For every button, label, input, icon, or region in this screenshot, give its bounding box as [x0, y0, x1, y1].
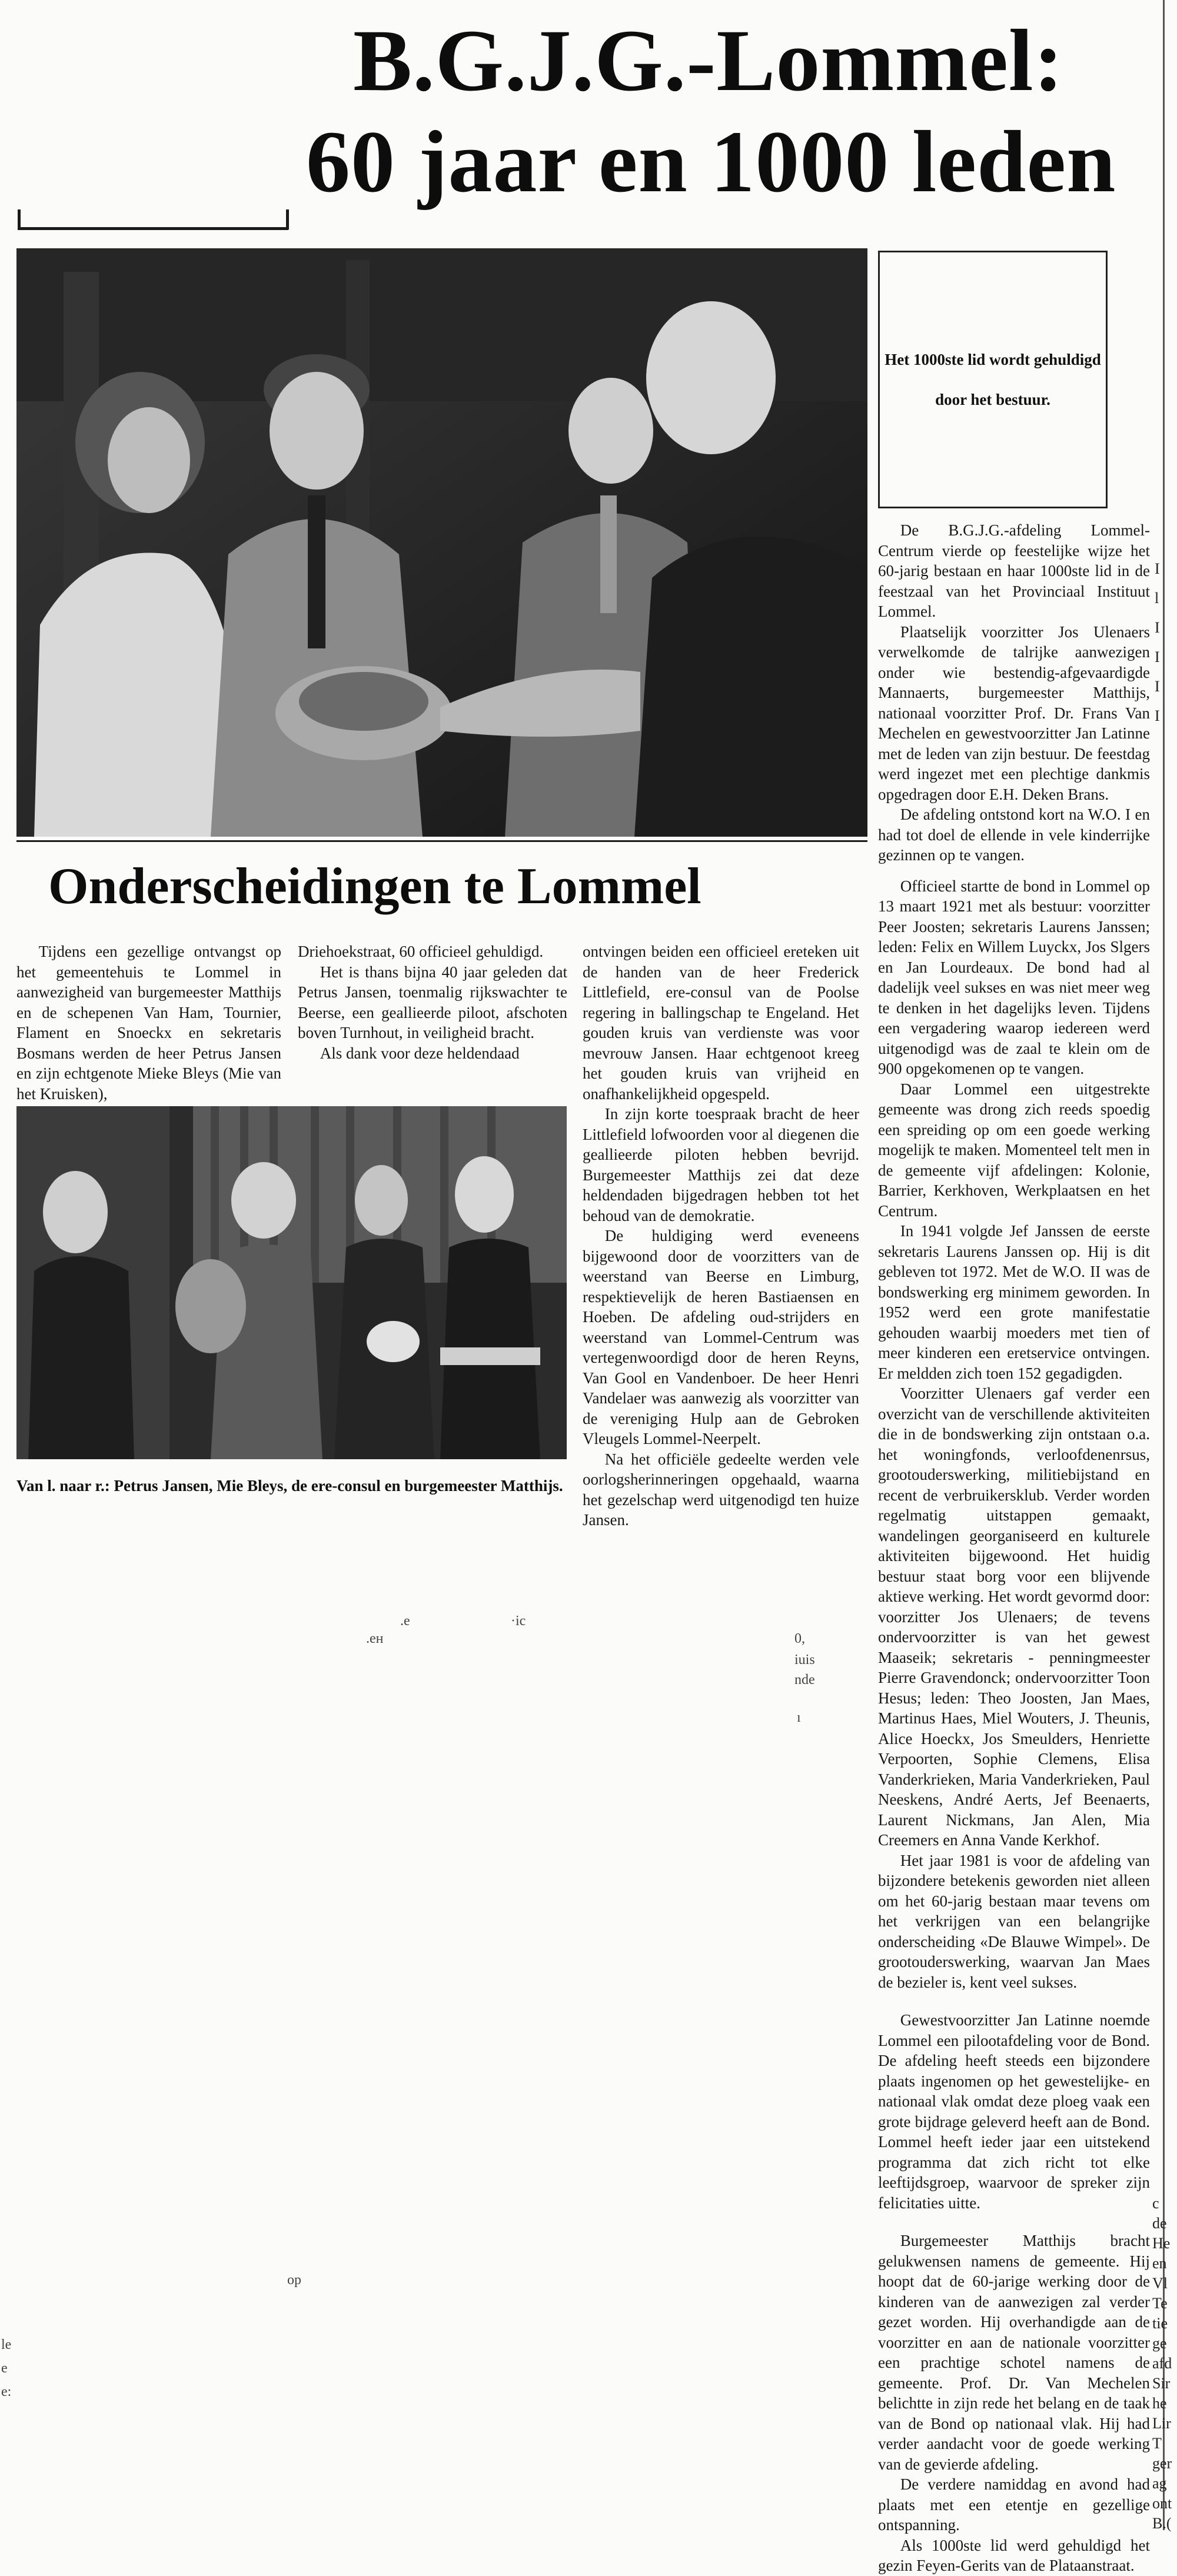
right-edge-fragment: ger [1152, 2455, 1172, 2472]
paragraph: In 1941 volgde Jef Janssen de eerste sekretaris Laurens Janssen op. Hij is dit gebleven tot 1972. Met de W.O. II was de bondswerking erg minimem geworden. In 1952 werd een grote manifestatie gehouden waarbij moeders met tien of meer kinderen een eretservice ontvingen. Er meldden zich toen 152 gegadigden. [878, 1222, 1150, 1382]
photo-caption-line1: Het 1000ste lid wordt gehuldigd [885, 351, 1101, 368]
right-edge-fragment: Sir [1152, 2375, 1171, 2392]
paragraph: De afdeling ontstond kort na W.O. I en had tot doel de ellende in vele kinderrijke gezinnen op te vangen. [878, 806, 1150, 864]
right-edge-fragment: Vl [1152, 2275, 1168, 2292]
paragraph: Als 1000ste lid werd gehuldigd het gezin Feyen-Gerits van de Plataanstraat. [878, 2536, 1150, 2574]
paragraph: Daar Lommel een uitgestrekte gemeente was drong zich reeds spoedig een spreiding op om een goede werking mogelijk te maken. Momenteel telt men in de gemeente vijf afdelingen: Kolonie, Barrier, Kerkhoven, Werkplaatsen en het Centrum. [878, 1080, 1150, 1220]
right-edge-fragment: Lir [1152, 2415, 1171, 2432]
second-article-col2 [298, 941, 567, 1063]
right-edge-fragment: I [1155, 707, 1160, 724]
text-fragment: op [287, 2272, 301, 2288]
right-edge-bottom-column [1152, 2194, 1177, 2534]
main-headline-line2: 60 jaar en 1000 leden [306, 113, 1116, 211]
paragraph: Driehoekstraat, 60 officieel gehuldigd. [298, 943, 544, 960]
right-edge-fragment: tie [1152, 2315, 1168, 2332]
paragraph: Gewestvoorzitter Jan Latinne noemde Lommel een pilootafdeling voor de Bond. De afdeling heeft steeds een bijzondere plaats ingenomen op het gewestelijke- en nationaal vlak omdat deze ploeg vaak een grote bijdrage geleverd heeft aan de Bond. Lommel heeft ieder jaar een uitstekend programma dat zich richt tot elke leeftijdsgroep, waarvoor de spreker zijn felicitaties uitte. [878, 2011, 1150, 2212]
right-edge-fragment: I [1155, 678, 1160, 695]
second-article-col1 [16, 941, 281, 1104]
text-fragment: ı [797, 1710, 801, 1725]
paragraph: Voorzitter Ulenaers gaf verder een overzicht van de verschillende aktiviteiten die in de bondswerking zijn ontstaan o.a. het woningfonds, verloofdenenrsus, grootouderswerking, militiebijstand en recent de verbruikersklub. Verder worden regelmatig uitstappen gemaakt, wandelingen georganiseerd en kulturele aktiviteiten bijgewoond. Het huidig bestuur staat borg voor een blijvende aktieve werking. Het wordt gevormd door: voorzitter Jos Ulenaers; de tevens ondervoorzitter is van het gewest Maaseik; sekretaris - penningmeester Pierre Gravendonck; ondervoorzitter Toon Hesus; leden: Theo Joosten, Jan Maes, Martinus Haes, Miel Wouters, J. Theunis, Alice Hoeckx, Jos Smeulders, Henriette Verpoorten, Sophie Clemens, Elisa Vanderkrieken, Maria Vanderkrieken, Paul Neeskens, André Aerts, Jef Beenaerts, Laurent Nickmans, Jan Alen, Mia Creemers en Anna Vande Kerkhof. [878, 1384, 1150, 1849]
right-edge-fragment: en [1152, 2255, 1167, 2272]
main-article-column [878, 520, 1150, 2576]
second-photo-image [16, 1106, 567, 1459]
right-edge-fragment: He [1152, 2235, 1171, 2252]
main-headline-line1: B.G.J.G.-Lommel: [353, 12, 1064, 109]
right-edge-fragment: c [1152, 2195, 1159, 2212]
photo-caption-line2: door het bestuur. [935, 391, 1050, 408]
corner-mark [286, 209, 289, 229]
main-photo [16, 248, 867, 837]
right-edge-fragment: I [1155, 619, 1160, 636]
right-edge-fragment: Te [1152, 2295, 1168, 2312]
second-photo-caption: Van l. naar r.: Petrus Jansen, Mie Bleys, de ere-consul en burgemeester Matthijs. [16, 1477, 563, 1495]
paragraph: Het is thans bijna 40 jaar geleden dat Petrus Jansen, toenmalig rijkswachter te Beerse, een geallieerde piloot, afschoten boven Turnhout, in veiligheid bracht. [298, 963, 567, 1041]
right-edge-fragment: I [1155, 648, 1160, 665]
top-rule [18, 227, 288, 230]
paragraph: De B.G.J.G.-afdeling Lommel-Centrum vierde op feestelijke wijze het 60-jarig bestaan en haar 1000ste lid in de feestzaal van het Provinciaal Instituut Lommel. [878, 521, 1150, 620]
text-fragment: iuis [794, 1652, 815, 1668]
right-edge-fragment: l [1155, 590, 1159, 607]
paragraph: De huldiging werd eveneens bijgewoond door de voorzitters van de weerstand van Beerse en Limburg, respektievelijk de heren Bastiaensen en Hoeben. De afdeling oud-strijders en weerstand van Lommel-Centrum was vertegenwoordigd door de heren Reyns, Van Gool en Vandenboer. De heer Henri Vandelaer was aanwezig als voorzitter van de vereniging Hulp aan de Gebroken Vleugels Lommel-Neerpelt. [583, 1227, 859, 1447]
text-fragment: nde [794, 1672, 815, 1688]
right-edge-fragment: ge [1152, 2335, 1167, 2352]
text-fragment: .e [400, 1613, 410, 1629]
paragraph: Officieel startte de bond in Lommel op 13 maart 1921 met als bestuur: voorzitter Peer Joosten; sekretaris Laurens Janssen; leden: Felix en Willem Luyckx, Jos Slgers en Jan Lourdeaux. De bond had al dadelijk veel sukses en was niet meer weg te denken in het dagelijks leven. Tijdens een vergadering waarop iedereen werd uitgenodigd was de zaal te klein om de 900 opgekomenen op te vangen. [878, 877, 1150, 1077]
paragraph: De verdere namiddag en avond had plaats met een etentje en gezellige ontspanning. [878, 2475, 1150, 2534]
left-edge-fragment: e: [1, 2384, 12, 2399]
paragraph: ontvingen beiden een officieel ereteken uit de handen van de heer Frederick Littlefield, ere-consul van de Poolse regering in ballingschap te Engeland. Het gouden kruis van verdienste was voor mevrouw Jansen. Haar echtgenoot kreeg het gouden kruis van vrijheid en onafhankelijkheid opgespeld. [583, 943, 859, 1103]
right-edge-fragment: I [1155, 560, 1160, 577]
right-edge-rule [1163, 0, 1165, 2530]
right-edge-fragment: he [1152, 2395, 1167, 2412]
right-edge-fragment: ont [1152, 2495, 1172, 2512]
second-photo [16, 1106, 567, 1459]
left-edge-fragment: le [1, 2337, 12, 2352]
text-fragment: ·ic [511, 1613, 526, 1629]
second-headline: Onderscheidingen te Lommel [48, 858, 701, 915]
second-article-col3 [583, 941, 859, 1530]
paragraph: Tijdens een gezellige ontvangst op het gemeentehuis te Lommel in aanwezigheid van burgemeester Matthijs en de schepenen Van Ham, Tournier, Flament en Snoeckx en sekretaris Bosmans werden de heer Petrus Jansen en zijn echtgenote Mieke Bleys (Mie van het Kruisken), [16, 943, 281, 1103]
right-edge-fragment: T [1152, 2435, 1162, 2452]
paragraph: In zijn korte toespraak bracht de heer Littlefield lofwoorden voor al diegenen die geallieerde piloten hebben bevrijd. Burgemeester Matthijs zei dat deze heldendaden bijgedragen hebben tot het behoud van de demokratie. [583, 1105, 859, 1224]
right-edge-fragment: ag [1152, 2475, 1167, 2492]
paragraph: Na het officiële gedeelte werden vele oorlogsherinneringen opgehaald, waarna het gezelschap werd uitgenodigd ten huize Jansen. [583, 1450, 859, 1529]
text-fragment: 0, [794, 1631, 805, 1646]
text-fragment: .ен [366, 1631, 384, 1646]
paragraph: Plaatselijk voorzitter Jos Ulenaers verwelkomde de talrijke aanwezigen onder wie bestendig-afgevaardigde Mannaerts, burgemeester Matthijs, nationaal voorzitter Prof. Dr. Frans Van Mechelen en gewestvoorzitter Jan Latinne met de leden van zijn bestuur. De feestdag werd ingezet met een plechtige dankmis opgedragen door E.H. Deken Brans. [878, 623, 1150, 803]
section-rule [16, 840, 867, 842]
right-edge-fragment: afd [1152, 2355, 1172, 2372]
paragraph: Burgemeester Matthijs bracht gelukwensen namens de gemeente. Hij hoopt dat de 60-jarige werking door de kinderen van de aanwezigen zal verder gezet worden. Hij overhandigde aan de voorzitter en aan de nationale voorzitter een prachtige schotel namens de gemeente. Prof. Dr. Van Mechelen belichtte in zijn rede het belang en de taak van de Bond op nationaal vlak. Hij had verder aandacht voor de goede werking van de gevierde afdeling. [878, 2232, 1150, 2473]
left-edge-fragment: e [1, 2361, 8, 2376]
paragraph: Het jaar 1981 is voor de afdeling van bijzondere betekenis geworden niet alleen om het 60-jarig bestaan maar tevens om het verkrijgen van een belangrijke onderscheiding «De Blauwe Wimpel». De grootouderswerking, waarvan Jan Maes de bezieler is, kent veel sukses. [878, 1851, 1150, 1991]
paragraph: Als dank voor deze heldendaad [320, 1044, 520, 1062]
right-edge-fragment: de [1152, 2215, 1167, 2232]
photo-caption-box [878, 251, 1108, 508]
corner-mark [18, 209, 21, 229]
main-photo-image [16, 248, 867, 837]
right-edge-fragment: B.( [1152, 2515, 1172, 2532]
